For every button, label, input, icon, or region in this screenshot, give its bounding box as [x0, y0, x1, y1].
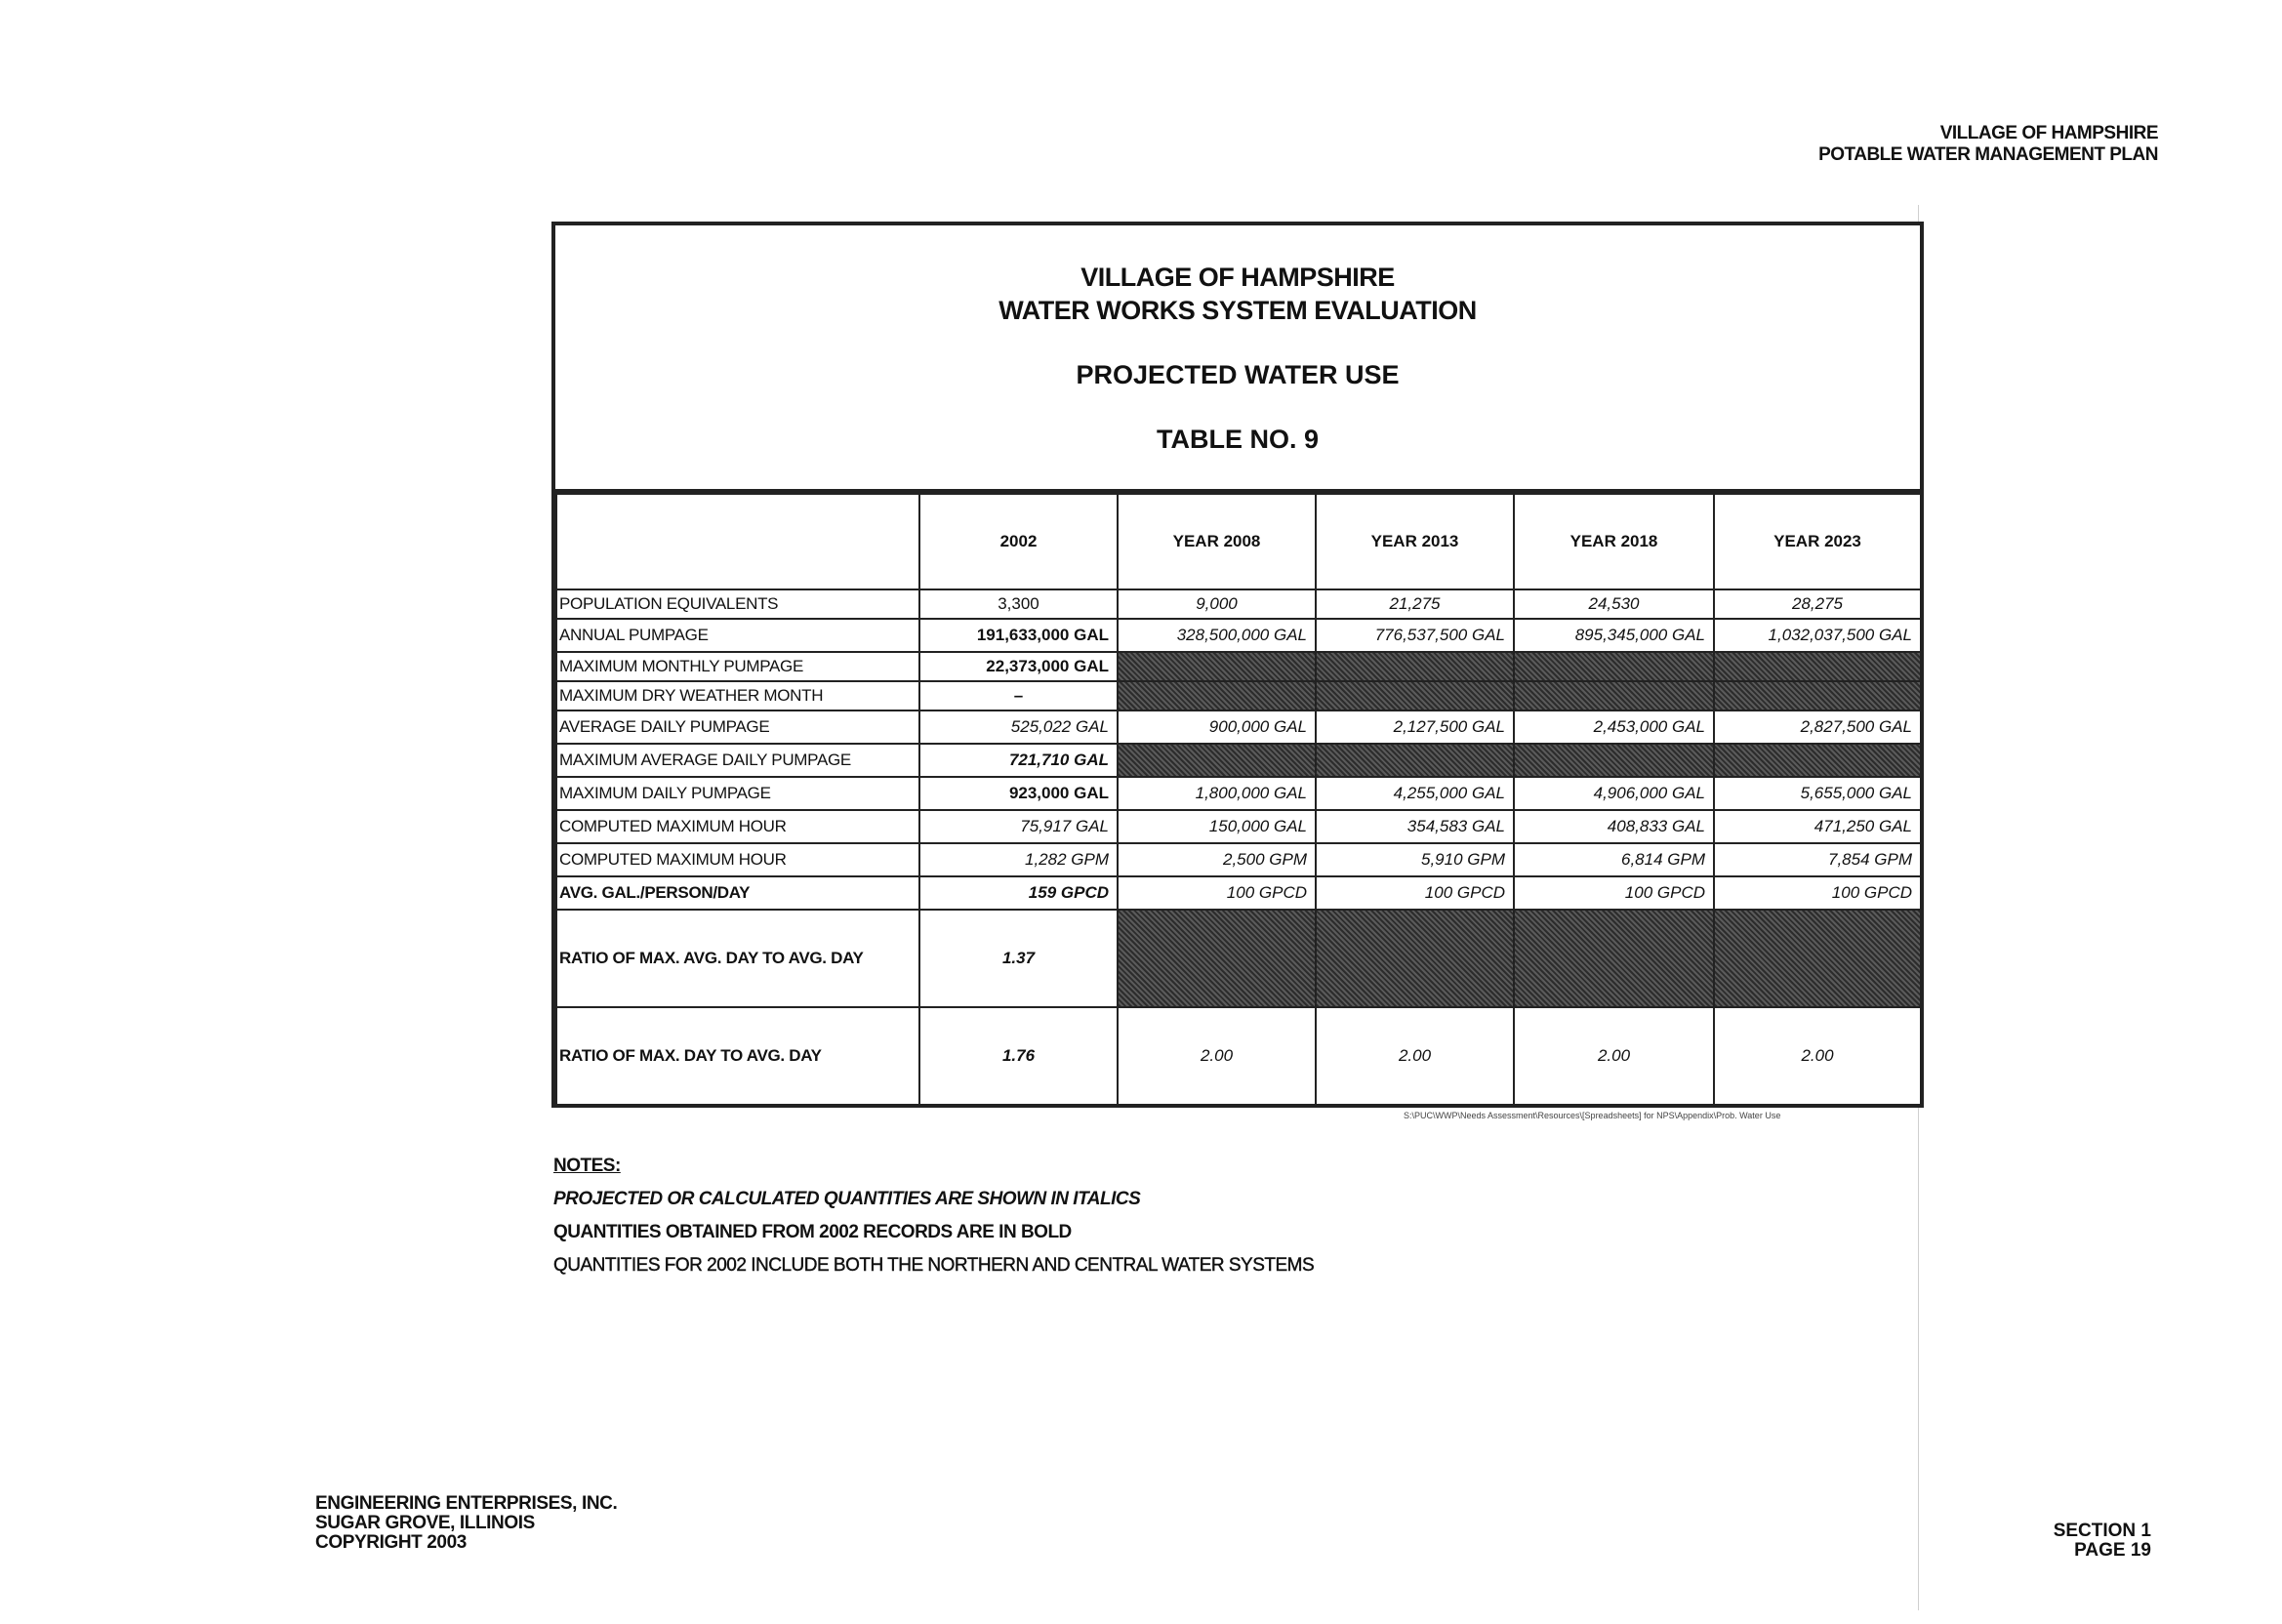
shaded-cell: [1514, 910, 1714, 1007]
table-cell: 100 GPCD: [1714, 876, 1921, 910]
header-line-2: POTABLE WATER MANAGEMENT PLAN: [1818, 144, 2158, 165]
footer-page: PAGE 19: [2074, 1540, 2151, 1561]
table-cell: 900,000 GAL: [1118, 710, 1316, 744]
table-cell: 2,453,000 GAL: [1514, 710, 1714, 744]
row-label: ANNUAL PUMPAGE: [556, 619, 919, 652]
footer-copyright: COPYRIGHT 2003: [315, 1532, 467, 1553]
row-label: POPULATION EQUIVALENTS: [556, 589, 919, 619]
table-cell: 159 GPCD: [919, 876, 1118, 910]
table-cell: 471,250 GAL: [1714, 810, 1921, 843]
table-cell: 9,000: [1118, 589, 1316, 619]
table-header-row: [556, 494, 1921, 589]
shaded-cell: [1714, 744, 1921, 777]
row-label: RATIO OF MAX. AVG. DAY TO AVG. DAY: [556, 910, 919, 1007]
shaded-cell: [1514, 744, 1714, 777]
table-cell: 1.76: [919, 1007, 1118, 1105]
header-line-1: VILLAGE OF HAMPSHIRE: [1939, 123, 2158, 143]
table-cell: 895,345,000 GAL: [1514, 619, 1714, 652]
title-line-4: TABLE NO. 9: [1156, 425, 1319, 454]
table-cell: 2.00: [1316, 1007, 1514, 1105]
table-row: [556, 810, 1921, 843]
row-label: COMPUTED MAXIMUM HOUR: [556, 810, 919, 843]
table-row: [556, 910, 1921, 1007]
table-cell: 1,800,000 GAL: [1118, 777, 1316, 810]
column-header: 2002: [919, 494, 1118, 589]
shaded-cell: [1714, 910, 1921, 1007]
shaded-cell: [1714, 681, 1921, 710]
table-cell: 1.37: [919, 910, 1118, 1007]
table-cell: 5,655,000 GAL: [1714, 777, 1921, 810]
title-line-3: PROJECTED WATER USE: [1076, 360, 1400, 389]
footer-left: [315, 1494, 617, 1553]
row-label: COMPUTED MAXIMUM HOUR: [556, 843, 919, 876]
projected-water-use-table: [555, 493, 1922, 1106]
table-cell: 6,814 GPM: [1514, 843, 1714, 876]
table-row: [556, 710, 1921, 744]
notes-heading: NOTES:: [553, 1156, 621, 1176]
table-cell: 24,530: [1514, 589, 1714, 619]
table-cell: 354,583 GAL: [1316, 810, 1514, 843]
table-row: [556, 681, 1921, 710]
note-line-1: PROJECTED OR CALCULATED QUANTITIES ARE SHOWN IN ITALICS: [553, 1189, 1141, 1209]
shaded-cell: [1118, 652, 1316, 681]
column-header: YEAR 2023: [1714, 494, 1921, 589]
table-cell: 150,000 GAL: [1118, 810, 1316, 843]
title-line-1: VILLAGE OF HAMPSHIRE: [1080, 263, 1395, 292]
row-label: AVG. GAL./PERSON/DAY: [556, 876, 919, 910]
column-header: [556, 494, 919, 589]
footer-right: [2054, 1522, 2151, 1561]
shaded-cell: [1316, 681, 1514, 710]
column-header: YEAR 2018: [1514, 494, 1714, 589]
footer-location: SUGAR GROVE, ILLINOIS: [315, 1513, 535, 1533]
table-cell: 4,255,000 GAL: [1316, 777, 1514, 810]
table-cell: 923,000 GAL: [919, 777, 1118, 810]
table-row: [556, 619, 1921, 652]
shaded-cell: [1118, 910, 1316, 1007]
shaded-cell: [1316, 652, 1514, 681]
table-cell: 100 GPCD: [1316, 876, 1514, 910]
row-label: MAXIMUM DAILY PUMPAGE: [556, 777, 919, 810]
row-label: MAXIMUM AVERAGE DAILY PUMPAGE: [556, 744, 919, 777]
row-label: MAXIMUM MONTHLY PUMPAGE: [556, 652, 919, 681]
table-cell: 100 GPCD: [1118, 876, 1316, 910]
table-cell: 721,710 GAL: [919, 744, 1118, 777]
shaded-cell: [1514, 681, 1714, 710]
table-cell: 776,537,500 GAL: [1316, 619, 1514, 652]
row-label: RATIO OF MAX. DAY TO AVG. DAY: [556, 1007, 919, 1105]
table-cell: 191,633,000 GAL: [919, 619, 1118, 652]
table-cell: 5,910 GPM: [1316, 843, 1514, 876]
shaded-cell: [1316, 744, 1514, 777]
column-header: YEAR 2008: [1118, 494, 1316, 589]
row-label: AVERAGE DAILY PUMPAGE: [556, 710, 919, 744]
shaded-cell: [1316, 910, 1514, 1007]
table-cell: 2,127,500 GAL: [1316, 710, 1514, 744]
column-header: YEAR 2013: [1316, 494, 1514, 589]
table-cell: 1,282 GPM: [919, 843, 1118, 876]
table-row: [556, 876, 1921, 910]
table-cell: 2,827,500 GAL: [1714, 710, 1921, 744]
table-cell: 7,854 GPM: [1714, 843, 1921, 876]
table-cell: 100 GPCD: [1514, 876, 1714, 910]
table-cell: 2,500 GPM: [1118, 843, 1316, 876]
table-title-block: [555, 225, 1920, 493]
table-cell: 1,032,037,500 GAL: [1714, 619, 1921, 652]
table-cell: 2.00: [1118, 1007, 1316, 1105]
title-line-2: WATER WORKS SYSTEM EVALUATION: [998, 296, 1477, 325]
table-cell: 22,373,000 GAL: [919, 652, 1118, 681]
table-cell: 3,300: [919, 589, 1118, 619]
table-cell: 21,275: [1316, 589, 1514, 619]
table-row: [556, 1007, 1921, 1105]
shaded-cell: [1714, 652, 1921, 681]
shaded-cell: [1118, 681, 1316, 710]
footer-section: SECTION 1: [2053, 1521, 2151, 1541]
row-label: MAXIMUM DRY WEATHER MONTH: [556, 681, 919, 710]
shaded-cell: [1514, 652, 1714, 681]
notes-block: [553, 1150, 1314, 1282]
note-line-3: QUANTITIES FOR 2002 INCLUDE BOTH THE NORTHERN AND CENTRAL WATER SYSTEMS: [553, 1255, 1315, 1276]
table-cell: 328,500,000 GAL: [1118, 619, 1316, 652]
table-row: [556, 652, 1921, 681]
note-line-2: QUANTITIES OBTAINED FROM 2002 RECORDS ARE IN BOLD: [553, 1222, 1072, 1242]
table-row: [556, 744, 1921, 777]
file-reference: S:\PUC\WWP\Needs Assessment\Resources\[Spreadsheets] for NPS\Appendix\Prob. Water Use: [1404, 1111, 1781, 1120]
running-header: [1818, 123, 2158, 166]
table-cell: 75,917 GAL: [919, 810, 1118, 843]
table-row: [556, 843, 1921, 876]
table-frame: [551, 222, 1924, 1108]
table-cell: 28,275: [1714, 589, 1921, 619]
footer-company: ENGINEERING ENTERPRISES, INC.: [315, 1493, 618, 1514]
shaded-cell: [1118, 744, 1316, 777]
table-cell: –: [919, 681, 1118, 710]
table-cell: 2.00: [1514, 1007, 1714, 1105]
table-row: [556, 589, 1921, 619]
table-cell: 408,833 GAL: [1514, 810, 1714, 843]
table-row: [556, 777, 1921, 810]
table-cell: 2.00: [1714, 1007, 1921, 1105]
table-cell: 525,022 GAL: [919, 710, 1118, 744]
table-cell: 4,906,000 GAL: [1514, 777, 1714, 810]
